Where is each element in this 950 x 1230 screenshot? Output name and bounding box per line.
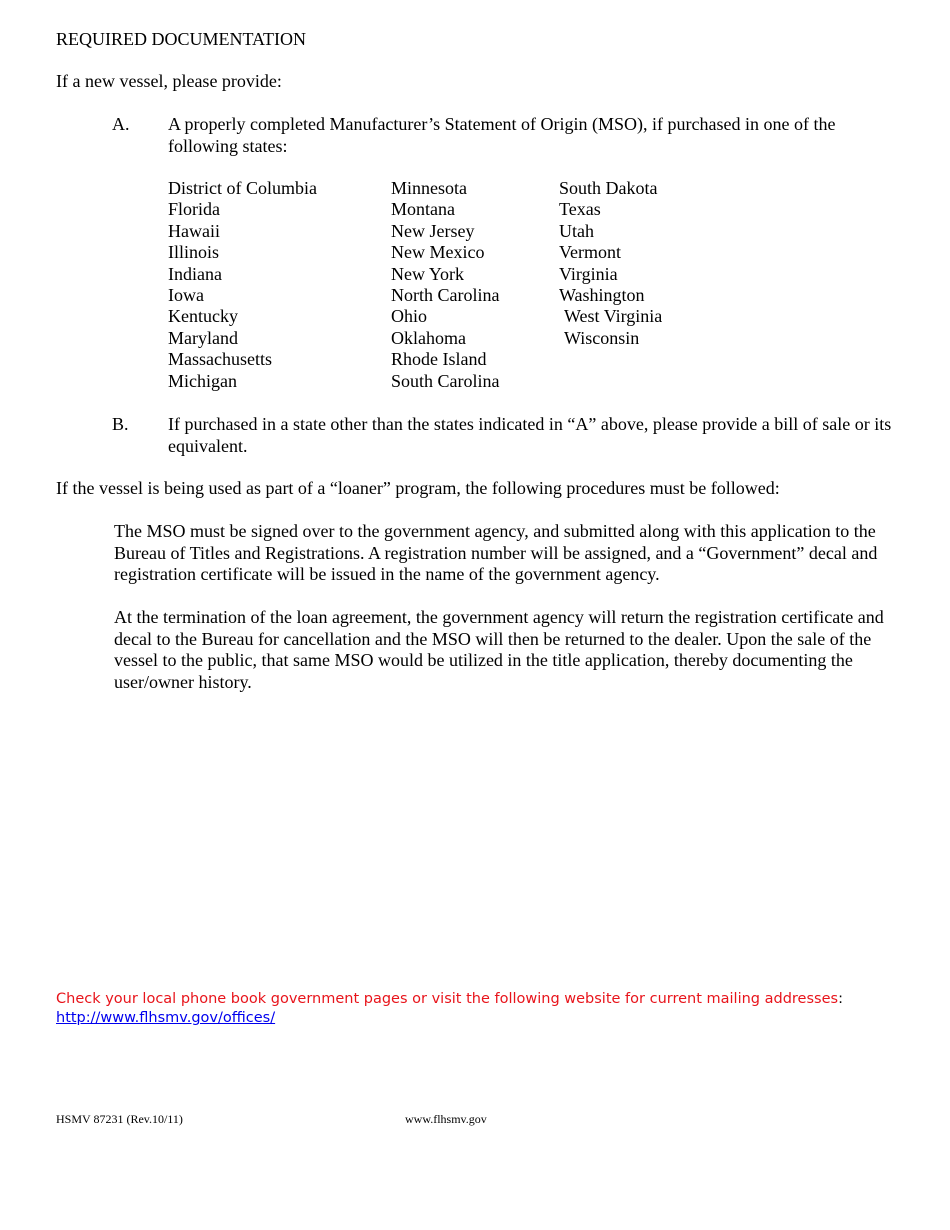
section-heading: REQUIRED DOCUMENTATION — [56, 29, 307, 49]
mailing-address-notice — [56, 990, 843, 1009]
new-vessel-intro: If a new vessel, please provide: — [56, 71, 282, 91]
state-name: Florida — [168, 199, 220, 220]
state-name: New Jersey — [391, 220, 475, 241]
state-name: Minnesota — [391, 178, 467, 198]
state-name: Michigan — [168, 370, 237, 391]
state-name: South Dakota — [559, 178, 658, 198]
notice-colon: : — [838, 991, 843, 1007]
state-name: District of Columbia — [168, 178, 317, 198]
item-a-text: A properly completed Manufacturer’s Statement of Origin (MSO), if purchased in one of the following states: — [168, 114, 836, 156]
notice-text: Check your local phone book government pages or visit the following website for current mailing addresses — [56, 991, 839, 1007]
state-name: North Carolina — [391, 284, 500, 305]
item-a-marker: A. — [112, 114, 130, 134]
state-name: Rhode Island — [391, 349, 487, 370]
state-name: New Mexico — [391, 242, 485, 263]
states-column-3 — [559, 178, 662, 349]
state-name: Maryland — [168, 327, 238, 348]
state-name: Virginia — [559, 263, 618, 284]
state-name: Washington — [559, 284, 645, 305]
form-id: HSMV 87231 (Rev.10/11) — [56, 1112, 183, 1126]
state-name: Indiana — [168, 263, 222, 284]
loaner-paragraph-2: At the termination of the loan agreement, the government agency will return the registration certificate and decal to the Bureau for cancellation and the MSO will then be returned to the dealer. Upon the sale of the vessel to the public, that same MSO would be utilized in the title application, thereby documenting the user/owner history. — [114, 607, 884, 692]
loaner-paragraph-1: The MSO must be signed over to the government agency, and submitted along with this application to the Bureau of Titles and Registrations. A registration number will be assigned, and a “Government” decal and registration certificate will be issued in the name of the government agency. — [114, 521, 878, 584]
state-name: Vermont — [559, 242, 621, 263]
state-name: Oklahoma — [391, 327, 466, 348]
state-name: Kentucky — [168, 306, 238, 327]
states-column-1 — [168, 178, 317, 392]
footer-website: www.flhsmv.gov — [405, 1112, 487, 1126]
state-name: Hawaii — [168, 220, 220, 241]
state-name: Massachusetts — [168, 349, 272, 370]
state-name: Ohio — [391, 306, 427, 327]
item-b-text: If purchased in a state other than the states indicated in “A” above, please provide a bill of sale or its equivalent. — [168, 414, 892, 456]
loaner-intro: If the vessel is being used as part of a “loaner” program, the following procedures must be followed: — [56, 478, 780, 498]
state-name: New York — [391, 263, 465, 284]
state-name: Utah — [559, 220, 594, 241]
offices-link[interactable]: http://www.flhsmv.gov/offices/ — [56, 1010, 276, 1026]
item-b-marker: B. — [112, 414, 129, 434]
state-name: Illinois — [168, 242, 220, 263]
state-name: West Virginia — [564, 306, 663, 327]
state-name: Iowa — [168, 284, 204, 305]
states-column-2 — [391, 178, 500, 392]
state-name: Montana — [391, 199, 455, 220]
state-name: Wisconsin — [564, 327, 640, 348]
state-name: Texas — [559, 199, 601, 220]
state-name: South Carolina — [391, 370, 500, 391]
